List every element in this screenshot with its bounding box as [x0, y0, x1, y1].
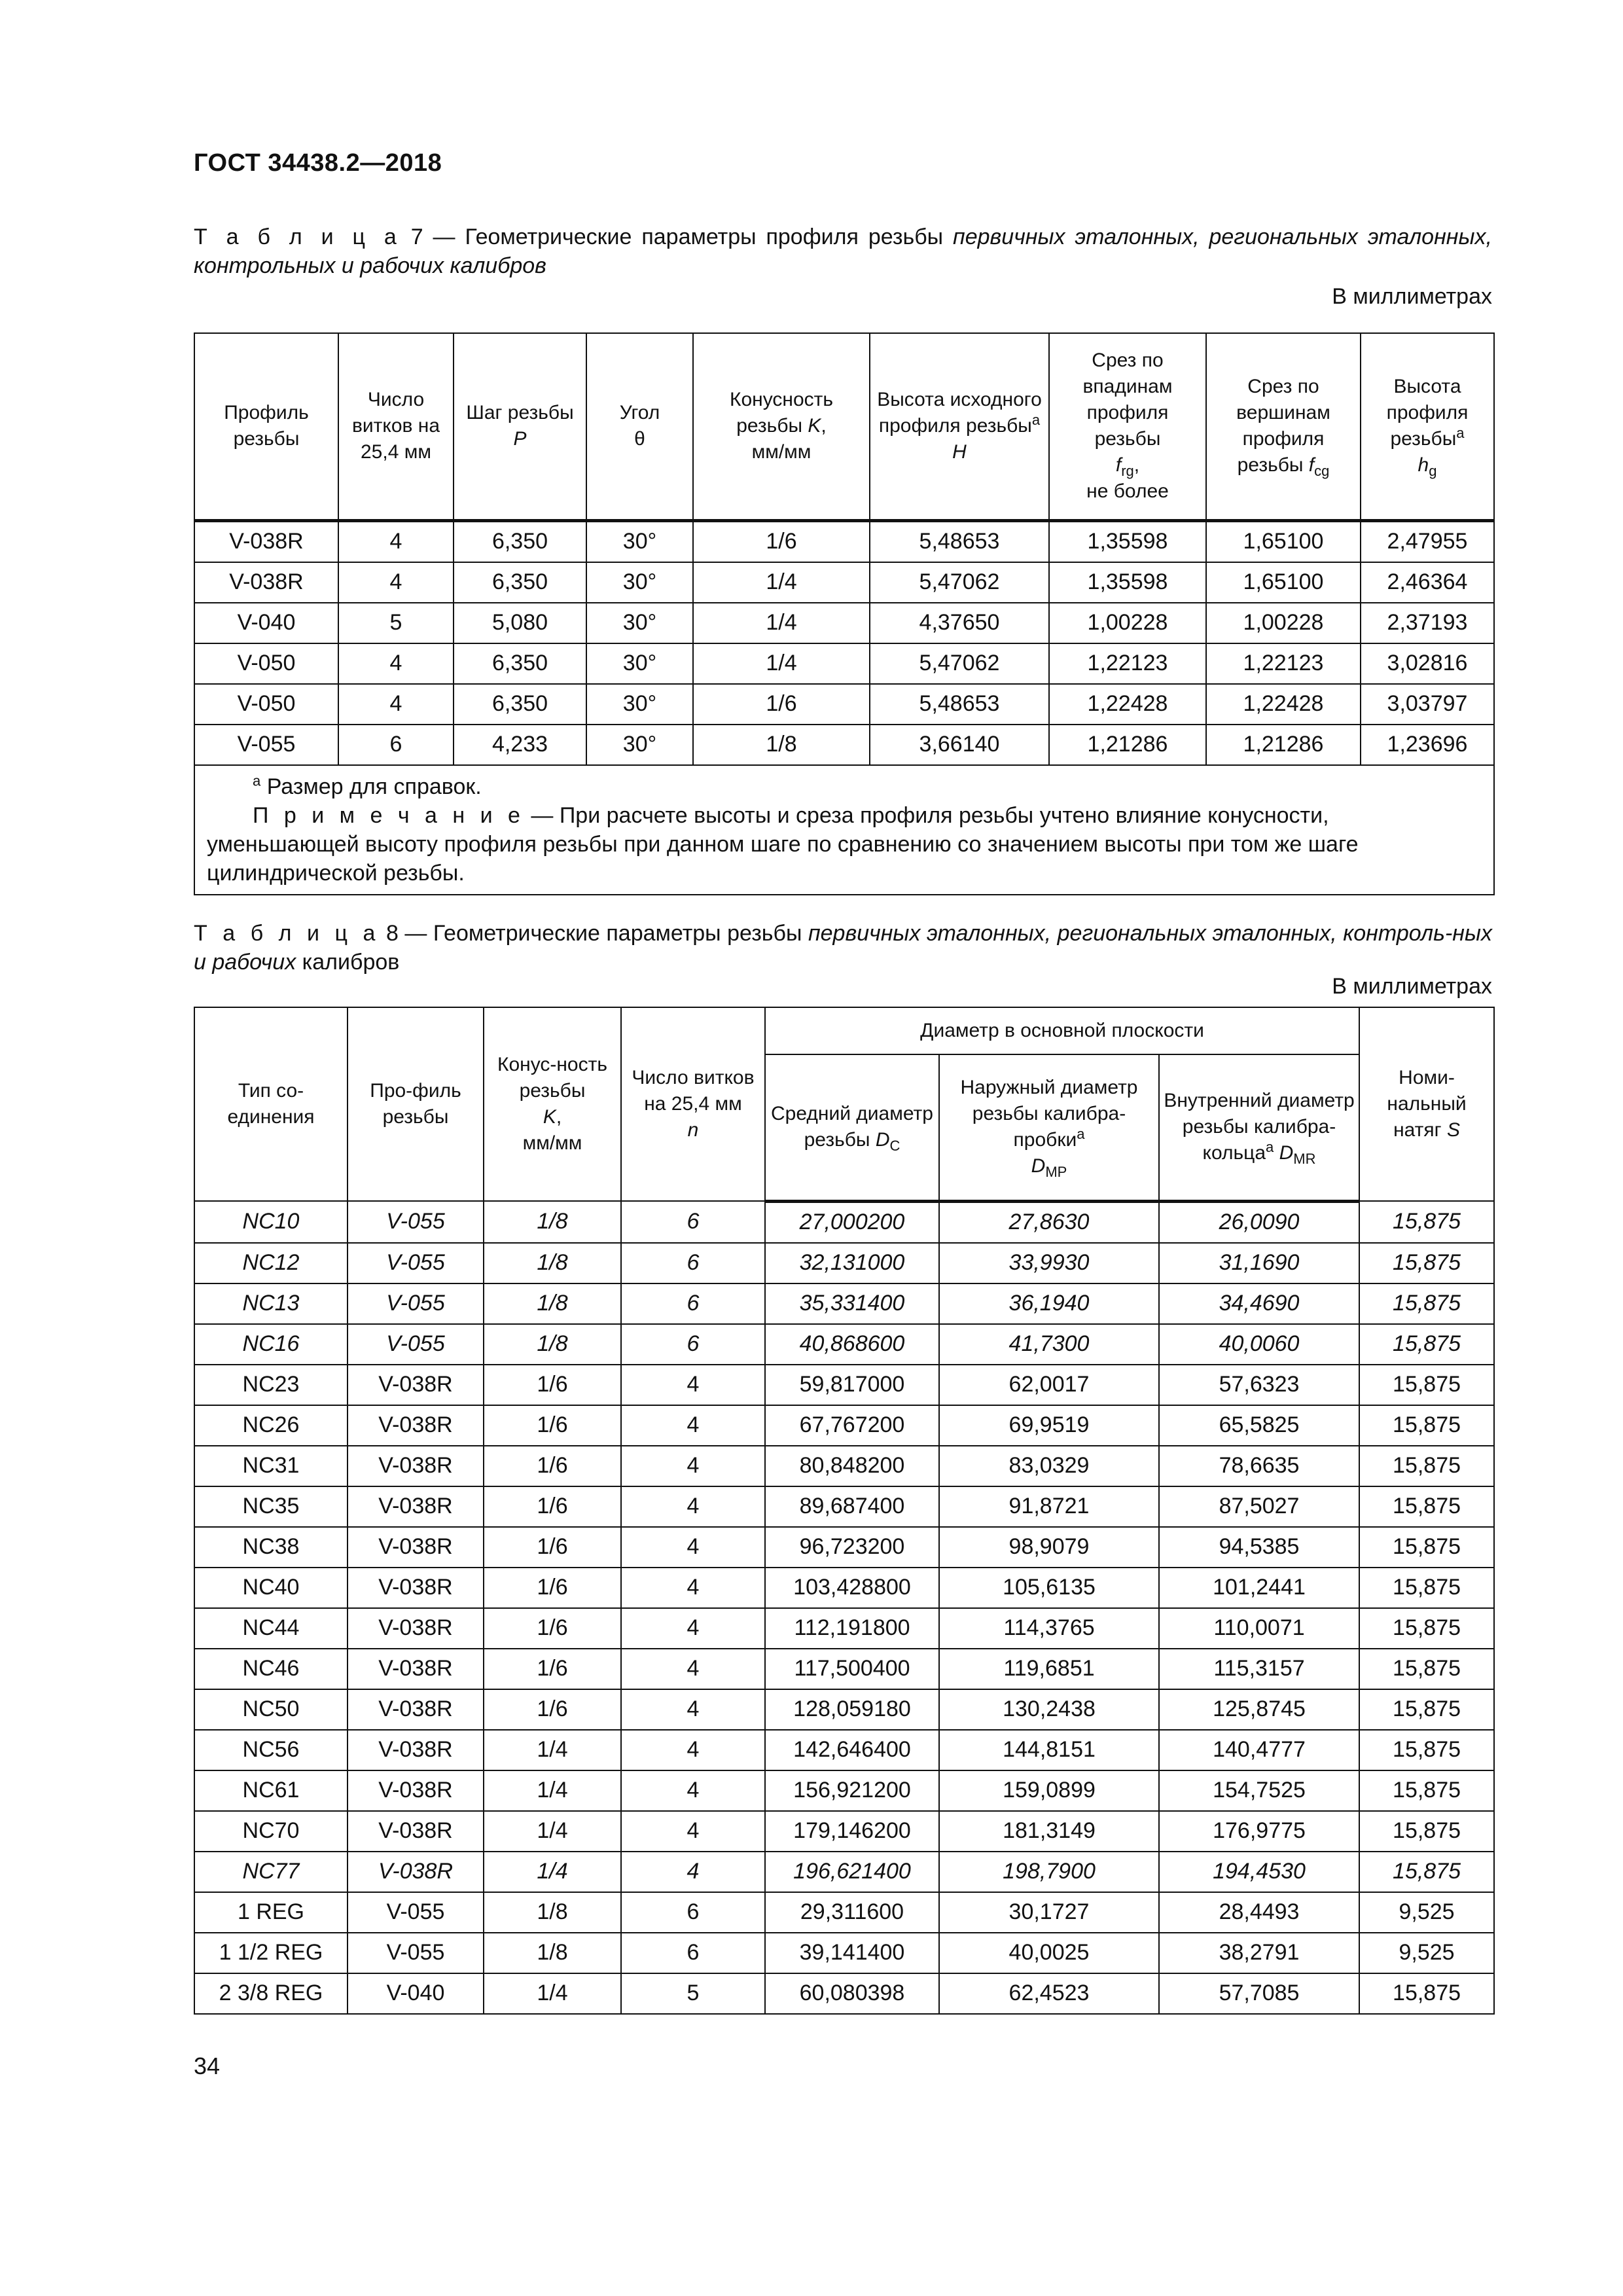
table-cell: V-055	[348, 1933, 484, 1973]
table-row	[194, 1973, 1494, 2014]
table-cell: 15,875	[1359, 1568, 1494, 1608]
table-cell: 6,350	[454, 684, 586, 725]
table-cell: 40,0025	[939, 1933, 1159, 1973]
table-cell: 28,4493	[1159, 1892, 1359, 1933]
table-cell: 4	[621, 1770, 765, 1811]
t7-header-turns: Число витков на 25,4 мм	[338, 333, 454, 520]
table-cell: V-038R	[348, 1365, 484, 1405]
table-row	[194, 1689, 1494, 1730]
table-cell: 15,875	[1359, 1811, 1494, 1852]
table-cell: 3,66140	[870, 725, 1049, 765]
table-cell: NC50	[194, 1689, 348, 1730]
table-cell: 30,1727	[939, 1892, 1159, 1933]
table-cell: 1/6	[484, 1689, 621, 1730]
table-cell: 5,47062	[870, 643, 1049, 684]
table7-caption-text: Геометрические параметры профиля резьбы	[465, 224, 944, 249]
table-cell: 1/8	[484, 1933, 621, 1973]
table-cell: 1 REG	[194, 1892, 348, 1933]
table-cell: 30°	[586, 643, 693, 684]
table7-caption-number: 7	[410, 224, 423, 249]
table-cell: 130,2438	[939, 1689, 1159, 1730]
table-cell: NC23	[194, 1365, 348, 1405]
table-row	[194, 1608, 1494, 1649]
table-cell: 5,48653	[870, 520, 1049, 562]
t7-header-hg: Высота профиля резьбы$^a$ $h_g$	[1361, 333, 1494, 520]
table-cell: 60,080398	[765, 1973, 939, 2014]
table-cell: 144,8151	[939, 1730, 1159, 1770]
table-cell: NC31	[194, 1446, 348, 1486]
table-cell: 30°	[586, 684, 693, 725]
table-cell: 1,00228	[1049, 603, 1206, 643]
table-cell: 198,7900	[939, 1852, 1159, 1892]
table-cell: 6,350	[454, 643, 586, 684]
table-cell: 142,646400	[765, 1730, 939, 1770]
table-row	[194, 1365, 1494, 1405]
table-row	[194, 1811, 1494, 1852]
table-cell: 4	[621, 1689, 765, 1730]
table-cell: 1/4	[693, 643, 870, 684]
table-cell: 4	[621, 1486, 765, 1527]
table-cell: 57,7085	[1159, 1973, 1359, 2014]
table-cell: 27,8630	[939, 1201, 1159, 1243]
table-cell: 6	[621, 1324, 765, 1365]
table-cell: 62,0017	[939, 1365, 1159, 1405]
table-cell: 4	[621, 1405, 765, 1446]
table-cell: 39,141400	[765, 1933, 939, 1973]
table-cell: NC13	[194, 1283, 348, 1324]
t7-header-height: Высота исходного профиля резьбы$^a$ H	[870, 333, 1049, 520]
table-cell: 6	[621, 1243, 765, 1283]
table-cell: 1/4	[484, 1852, 621, 1892]
table-cell: 101,2441	[1159, 1568, 1359, 1608]
table-cell: V-038R	[194, 520, 338, 562]
table-cell: 119,6851	[939, 1649, 1159, 1689]
table-cell: 6,350	[454, 520, 586, 562]
table-cell: 5,080	[454, 603, 586, 643]
table-cell: 9,525	[1359, 1933, 1494, 1973]
t7-header-frg: Срез по впадинам профиля резьбы $f_{rg}$, не более	[1049, 333, 1206, 520]
table-cell: 1/4	[693, 562, 870, 603]
table-cell: 30°	[586, 603, 693, 643]
table-cell: 15,875	[1359, 1649, 1494, 1689]
table-cell: V-038R	[348, 1527, 484, 1568]
table7-caption-label: Т а б л и ц а	[194, 224, 401, 249]
table-cell: 2,47955	[1361, 520, 1494, 562]
table-row	[194, 1770, 1494, 1811]
table-row	[194, 643, 1494, 684]
table-cell: 1,23696	[1361, 725, 1494, 765]
table-cell: V-040	[348, 1973, 484, 2014]
t8-header-dmp: Наружный диаметр резьбы калибра-пробки$^a$ $D_{MP}$	[939, 1054, 1159, 1201]
table8-caption	[194, 919, 1492, 977]
table-cell: V-038R	[194, 562, 338, 603]
table-cell: NC44	[194, 1608, 348, 1649]
table7-units: В миллиметрах	[1332, 284, 1492, 309]
table-cell: V-050	[194, 643, 338, 684]
table-cell: 4	[621, 1365, 765, 1405]
table-cell: V-055	[348, 1892, 484, 1933]
table-cell: 36,1940	[939, 1283, 1159, 1324]
page-number: 34	[194, 2053, 221, 2079]
table-cell: 2 3/8 REG	[194, 1973, 348, 2014]
table-row	[194, 1446, 1494, 1486]
table-cell: V-050	[194, 684, 338, 725]
table-cell: 5,47062	[870, 562, 1049, 603]
table-cell: 1/6	[693, 684, 870, 725]
table-cell: NC12	[194, 1243, 348, 1283]
table-row	[194, 1405, 1494, 1446]
table-cell: NC56	[194, 1730, 348, 1770]
table-cell: NC77	[194, 1852, 348, 1892]
table-cell: 40,868600	[765, 1324, 939, 1365]
table-cell: 1/4	[484, 1730, 621, 1770]
table-row	[194, 1933, 1494, 1973]
table-cell: 2,46364	[1361, 562, 1494, 603]
table7-note: П р и м е ч а н и е — При расчете высоты и среза профиля резьбы учтено влияние конусности, уменьшающей высоту профиля резьбы при данном шаге по сравнению со значением высоты при том же шаге цилиндрической резьбы.	[207, 802, 1359, 886]
table-cell: 115,3157	[1159, 1649, 1359, 1689]
table-cell: 34,4690	[1159, 1283, 1359, 1324]
table-cell: 1/8	[693, 725, 870, 765]
table-cell: V-038R	[348, 1689, 484, 1730]
table-cell: V-055	[348, 1283, 484, 1324]
table-cell: 87,5027	[1159, 1486, 1359, 1527]
table-cell: 4	[621, 1852, 765, 1892]
table-cell: 15,875	[1359, 1730, 1494, 1770]
table7-notes	[194, 765, 1494, 895]
table-cell: 4	[621, 1730, 765, 1770]
t8-header-nominal: Номи-нальный натяг S	[1359, 1007, 1494, 1201]
table-cell: 4	[621, 1446, 765, 1486]
table-cell: 15,875	[1359, 1243, 1494, 1283]
table-cell: 32,131000	[765, 1243, 939, 1283]
table-cell: 98,9079	[939, 1527, 1159, 1568]
table-cell: 6	[621, 1892, 765, 1933]
table-cell: V-038R	[348, 1486, 484, 1527]
table-cell: 1,21286	[1206, 725, 1361, 765]
table-row	[194, 1324, 1494, 1365]
table-row	[194, 603, 1494, 643]
table-cell: 29,311600	[765, 1892, 939, 1933]
table-cell: 1,22428	[1206, 684, 1361, 725]
table-cell: V-038R	[348, 1811, 484, 1852]
table-cell: 1/6	[484, 1568, 621, 1608]
table-row	[194, 1486, 1494, 1527]
table-cell: 65,5825	[1159, 1405, 1359, 1446]
table-cell: 154,7525	[1159, 1770, 1359, 1811]
table-cell: 94,5385	[1159, 1527, 1359, 1568]
table-cell: 9,525	[1359, 1892, 1494, 1933]
table-row	[194, 562, 1494, 603]
table-cell: NC16	[194, 1324, 348, 1365]
table-cell: 140,4777	[1159, 1730, 1359, 1770]
table-cell: 41,7300	[939, 1324, 1159, 1365]
table-cell: 15,875	[1359, 1852, 1494, 1892]
table8-caption-tail: калибров	[302, 950, 400, 975]
table-cell: 26,0090	[1159, 1201, 1359, 1243]
table-cell: 1/6	[484, 1649, 621, 1689]
table-cell: NC70	[194, 1811, 348, 1852]
table-cell: 1/4	[484, 1770, 621, 1811]
table-cell: 1/6	[693, 520, 870, 562]
table-cell: V-038R	[348, 1730, 484, 1770]
t7-header-fcg: Срез по вершинам профиля резьбы $f_{cg}$	[1206, 333, 1361, 520]
table-cell: 125,8745	[1159, 1689, 1359, 1730]
table-cell: 1/6	[484, 1446, 621, 1486]
table-cell: 1 1/2 REG	[194, 1933, 348, 1973]
table-cell: 6	[621, 1283, 765, 1324]
table-cell: 4	[338, 520, 454, 562]
t7-header-taper: Конусность резьбы K, мм/мм	[693, 333, 870, 520]
table-cell: 2,37193	[1361, 603, 1494, 643]
table8-caption-label: Т а б л и ц а	[194, 921, 380, 946]
table-cell: 1/6	[484, 1405, 621, 1446]
table-cell: V-038R	[348, 1608, 484, 1649]
table-cell: 96,723200	[765, 1527, 939, 1568]
table-cell: 15,875	[1359, 1486, 1494, 1527]
table7-footnote: $^a$ Размер для справок.	[253, 772, 482, 799]
t7-header-angle: Угол θ	[586, 333, 693, 520]
table-row	[194, 1852, 1494, 1892]
table-cell: V-038R	[348, 1405, 484, 1446]
table-cell: 4,233	[454, 725, 586, 765]
table-cell: 4	[621, 1568, 765, 1608]
table-cell: 181,3149	[939, 1811, 1159, 1852]
t8-header-connection: Тип со-единения	[194, 1007, 348, 1201]
table-row	[194, 684, 1494, 725]
t7-header-pitch: Шаг резьбы P	[454, 333, 586, 520]
table-cell: 31,1690	[1159, 1243, 1359, 1283]
table8-caption-italic: первичных эталонных, региональных эталонных, контроль-ных и рабочих	[194, 921, 1493, 975]
t8-header-turns: Число витков на 25,4 мм n	[621, 1007, 765, 1201]
table-cell: 1/8	[484, 1243, 621, 1283]
table-cell: 27,000200	[765, 1201, 939, 1243]
table-cell: 80,848200	[765, 1446, 939, 1486]
table-cell: 4,37650	[870, 603, 1049, 643]
table-cell: 1/6	[484, 1365, 621, 1405]
table-cell: V-038R	[348, 1852, 484, 1892]
table-cell: 112,191800	[765, 1608, 939, 1649]
table-cell: 1/6	[484, 1486, 621, 1527]
table-cell: 117,500400	[765, 1649, 939, 1689]
table-cell: 59,817000	[765, 1365, 939, 1405]
table-cell: 33,9930	[939, 1243, 1159, 1283]
table-cell: 6	[621, 1201, 765, 1243]
table-cell: 15,875	[1359, 1446, 1494, 1486]
table-cell: 15,875	[1359, 1201, 1494, 1243]
table-cell: 30°	[586, 725, 693, 765]
table-row	[194, 1283, 1494, 1324]
table-cell: NC61	[194, 1770, 348, 1811]
table-cell: 1/4	[693, 603, 870, 643]
table8-caption-dash: —	[404, 921, 427, 946]
table-cell: NC40	[194, 1568, 348, 1608]
table-cell: 15,875	[1359, 1365, 1494, 1405]
table-cell: V-055	[348, 1324, 484, 1365]
table-cell: 176,9775	[1159, 1811, 1359, 1852]
table-cell: 69,9519	[939, 1405, 1159, 1446]
table7	[194, 332, 1495, 895]
table8	[194, 1007, 1495, 2015]
table-cell: V-038R	[348, 1649, 484, 1689]
table-cell: 3,03797	[1361, 684, 1494, 725]
table-cell: 5,48653	[870, 684, 1049, 725]
table-cell: NC38	[194, 1527, 348, 1568]
table-cell: 83,0329	[939, 1446, 1159, 1486]
table-row	[194, 1568, 1494, 1608]
document-header: ГОСТ 34438.2—2018	[194, 149, 442, 177]
table-cell: 4	[621, 1649, 765, 1689]
table-cell: 1,35598	[1049, 562, 1206, 603]
table-cell: V-038R	[348, 1770, 484, 1811]
t8-header-dmr: Внутренний диаметр резьбы калибра-кольца$^a$ $D_{MR}$	[1159, 1054, 1359, 1201]
table-cell: 1,65100	[1206, 562, 1361, 603]
table-cell: 105,6135	[939, 1568, 1159, 1608]
table-row	[194, 520, 1494, 562]
table-row	[194, 1527, 1494, 1568]
table-cell: 89,687400	[765, 1486, 939, 1527]
table-row	[194, 1730, 1494, 1770]
table-cell: 1/6	[484, 1527, 621, 1568]
table7-caption-dash: —	[433, 224, 455, 249]
table-cell: 1,65100	[1206, 520, 1361, 562]
table-cell: V-055	[348, 1243, 484, 1283]
t8-header-diameter-group: Диаметр в основной плоскости	[765, 1007, 1359, 1054]
table-cell: 1,22428	[1049, 684, 1206, 725]
table-row	[194, 1243, 1494, 1283]
table7-caption-italic: первичных эталонных, региональных эталонных, контрольных и рабочих калибров	[194, 224, 1492, 278]
table-cell: 4	[621, 1527, 765, 1568]
table-cell: 159,0899	[939, 1770, 1159, 1811]
table-cell: 6,350	[454, 562, 586, 603]
table-cell: 62,4523	[939, 1973, 1159, 2014]
table-cell: 1,21286	[1049, 725, 1206, 765]
table8-caption-number: 8	[385, 921, 399, 946]
table-cell: NC10	[194, 1201, 348, 1243]
table-cell: 1/8	[484, 1283, 621, 1324]
table-cell: 1,22123	[1049, 643, 1206, 684]
table-cell: 67,767200	[765, 1405, 939, 1446]
table-cell: 1/4	[484, 1811, 621, 1852]
table-row	[194, 1201, 1494, 1243]
table-cell: 30°	[586, 562, 693, 603]
table-cell: 114,3765	[939, 1608, 1159, 1649]
t8-header-dc: Средний диаметр резьбы $D_C$	[765, 1054, 939, 1201]
table-cell: NC35	[194, 1486, 348, 1527]
table-cell: 4	[338, 684, 454, 725]
table-cell: 3,02816	[1361, 643, 1494, 684]
table-cell: 15,875	[1359, 1973, 1494, 2014]
table-cell: 4	[338, 562, 454, 603]
table-cell: 6	[621, 1933, 765, 1973]
table-cell: 5	[338, 603, 454, 643]
table-row	[194, 725, 1494, 765]
table-cell: NC46	[194, 1649, 348, 1689]
table-cell: 40,0060	[1159, 1324, 1359, 1365]
table-cell: 15,875	[1359, 1283, 1494, 1324]
table-cell: 110,0071	[1159, 1608, 1359, 1649]
table8-caption-text: Геометрические параметры резьбы	[433, 921, 802, 946]
table-cell: 179,146200	[765, 1811, 939, 1852]
table-cell: 5	[621, 1973, 765, 2014]
table-cell: 103,428800	[765, 1568, 939, 1608]
t7-header-profile: Профиль резьбы	[194, 333, 338, 520]
table-cell: 57,6323	[1159, 1365, 1359, 1405]
table-cell: 1/6	[484, 1608, 621, 1649]
table-cell: 38,2791	[1159, 1933, 1359, 1973]
table-cell: 156,921200	[765, 1770, 939, 1811]
table-cell: 15,875	[1359, 1405, 1494, 1446]
table-cell: 1/8	[484, 1201, 621, 1243]
table-cell: V-055	[348, 1201, 484, 1243]
table-cell: 196,621400	[765, 1852, 939, 1892]
table-cell: 1/4	[484, 1973, 621, 2014]
table7-body	[194, 520, 1494, 765]
table-cell: 4	[338, 643, 454, 684]
t8-header-taper: Конус-ность резьбы K, мм/мм	[484, 1007, 621, 1201]
table8-units: В миллиметрах	[1332, 974, 1492, 999]
table8-body	[194, 1201, 1494, 2014]
table7-caption	[194, 223, 1492, 280]
t8-header-profile: Про-филь резьбы	[348, 1007, 484, 1201]
table-cell: NC26	[194, 1405, 348, 1446]
table-cell: 15,875	[1359, 1527, 1494, 1568]
table-cell: V-038R	[348, 1568, 484, 1608]
table-cell: 6	[338, 725, 454, 765]
table-cell: 4	[621, 1811, 765, 1852]
table-cell: 78,6635	[1159, 1446, 1359, 1486]
table-cell: 1,22123	[1206, 643, 1361, 684]
table-cell: 1/8	[484, 1324, 621, 1365]
table-row	[194, 1649, 1494, 1689]
table-cell: 1,35598	[1049, 520, 1206, 562]
table-cell: 15,875	[1359, 1770, 1494, 1811]
table-cell: 128,059180	[765, 1689, 939, 1730]
table-cell: V-040	[194, 603, 338, 643]
table-cell: 194,4530	[1159, 1852, 1359, 1892]
table-cell: 15,875	[1359, 1608, 1494, 1649]
table-cell: 91,8721	[939, 1486, 1159, 1527]
table-cell: 4	[621, 1608, 765, 1649]
table-cell: 1/8	[484, 1892, 621, 1933]
table-cell: 35,331400	[765, 1283, 939, 1324]
table-cell: 1,00228	[1206, 603, 1361, 643]
table-cell: 15,875	[1359, 1324, 1494, 1365]
table-cell: 30°	[586, 520, 693, 562]
table-row	[194, 1892, 1494, 1933]
table-cell: V-038R	[348, 1446, 484, 1486]
table-cell: V-055	[194, 725, 338, 765]
table-cell: 15,875	[1359, 1689, 1494, 1730]
